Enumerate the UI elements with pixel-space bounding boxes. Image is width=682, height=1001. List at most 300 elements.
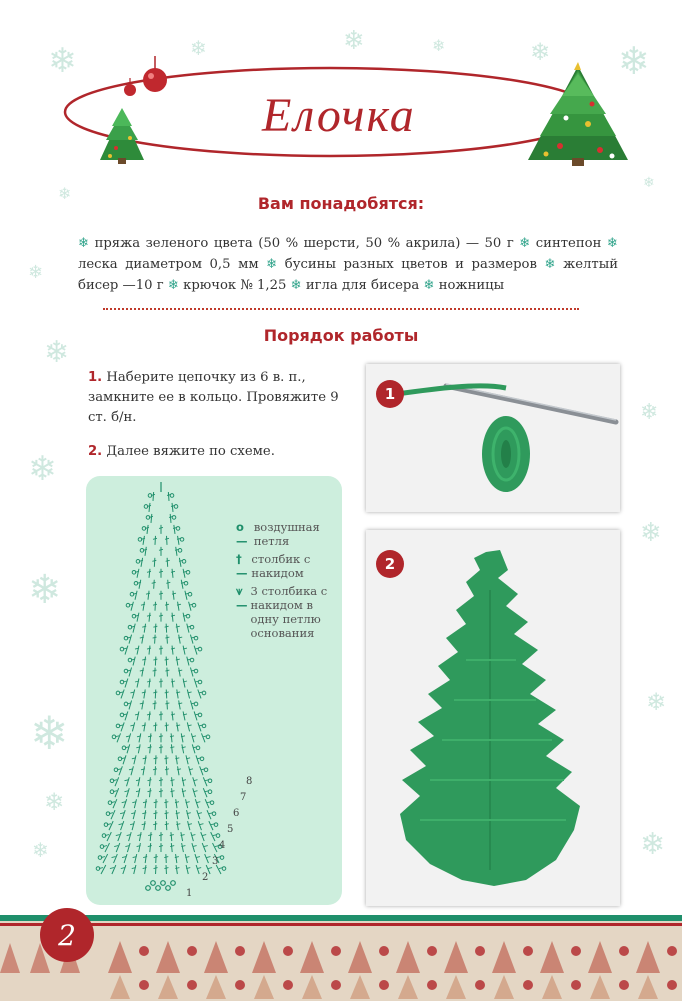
stitch-mark: [202, 724, 206, 728]
stitch-mark: [142, 700, 144, 709]
stitch-mark: [205, 799, 209, 808]
ornament-ball-icon: [379, 946, 389, 956]
stitch-mark: [137, 613, 139, 622]
tree-motif-icon: [446, 975, 466, 999]
stitch-mark: [198, 647, 202, 651]
step-text: Наберите цепочку из 6 в. п., замкните ее в кольцо. Провяжите 9 ст. б/н.: [88, 370, 339, 425]
stitch-mark: [176, 810, 177, 819]
stitch-mark: [137, 569, 139, 578]
stitch-mark: [207, 810, 211, 819]
stitch-mark: [142, 824, 146, 825]
stitch-mark: [148, 736, 152, 737]
row-number: 4: [219, 840, 226, 851]
stitch-mark: [186, 755, 188, 764]
tree-motif-icon: [254, 975, 274, 999]
stitch-mark: [172, 646, 173, 655]
row-number: 3: [212, 856, 219, 867]
snowflake-icon: ❄: [30, 706, 69, 760]
row-number: 6: [233, 808, 240, 819]
stitch-mark: [149, 646, 150, 655]
work-heading: Порядок работы: [263, 326, 419, 345]
page-title: Елочка: [262, 89, 416, 142]
stitch-mark: [142, 659, 146, 660]
stitch-mark: [159, 615, 163, 616]
stitch-mark: [167, 700, 168, 709]
stitch-mark: [148, 846, 152, 847]
tree-motif-icon: [108, 941, 132, 973]
snowflake-icon: ❄: [167, 278, 179, 293]
stitch-mark: [132, 722, 134, 731]
stitch-mark: [153, 813, 157, 814]
stitch-mark: [175, 857, 179, 858]
ornament-ball-icon: [187, 980, 197, 990]
snowflake-icon: ❄: [190, 36, 207, 60]
stitch-mark: [168, 492, 169, 501]
stitch-mark: [129, 832, 132, 841]
stitch-mark: [208, 868, 212, 869]
stitch-mark: [122, 810, 125, 819]
stitch-mark: [150, 843, 151, 852]
tree-motif-icon: [396, 941, 420, 973]
stitch-mark: [142, 813, 146, 814]
stitch-mark: [190, 668, 193, 677]
stitch-mark: [165, 725, 169, 726]
stitch-mark: [110, 868, 114, 869]
stitch-mark: [154, 580, 155, 589]
snowflake-icon: ❄: [28, 449, 57, 489]
stitch-mark: [153, 824, 157, 825]
stitch-mark: [198, 722, 201, 731]
stitch-mark: [195, 799, 198, 808]
tree-motif-icon: [636, 941, 660, 973]
stitch-mark: [128, 733, 131, 742]
stitch-mark: [174, 525, 175, 534]
tree-motif-icon: [542, 975, 562, 999]
stitch-mark: [127, 788, 130, 797]
stitch-mark: [118, 832, 121, 841]
stitch-mark: [165, 604, 169, 605]
stitch-mark: [143, 602, 144, 611]
snowflake-icon: ❄: [28, 567, 62, 613]
stitch-mark: [148, 780, 152, 781]
snowflake-icon: ❄: [643, 175, 655, 191]
snowflake-icon: ❄: [44, 788, 65, 816]
snowflake-icon: ❄: [640, 827, 666, 862]
stitch-mark: [171, 780, 175, 781]
stitch-mark: [134, 799, 136, 808]
stitch-mark: [131, 602, 133, 611]
stitch-mark: [165, 659, 169, 660]
stitch-mark: [147, 571, 151, 572]
stitch-mark: [137, 646, 139, 655]
row-number: 7: [240, 792, 247, 803]
stitch-mark: [177, 722, 178, 731]
stitch-mark: [133, 657, 135, 666]
stitch-mark: [144, 722, 145, 731]
stitch-mark: [105, 843, 109, 852]
snowflake-icon: ❄: [646, 688, 667, 716]
stitch-mark: [171, 681, 175, 682]
stitch-mark: [148, 591, 149, 600]
stitch-mark: [192, 744, 195, 753]
stitch-mark: [134, 865, 136, 874]
stitch-mark: [145, 865, 146, 874]
stitch-mark: [211, 832, 215, 841]
stitch-mark: [179, 558, 181, 567]
tree-motif-icon: [156, 941, 180, 973]
stitch-mark: [159, 791, 163, 792]
ornament-ball-icon: [187, 946, 197, 956]
stitch-mark: [127, 843, 130, 852]
stitch-mark: [168, 580, 169, 589]
stitch-mark: [159, 648, 163, 649]
ornament-ball-icon: [427, 946, 437, 956]
stitch-mark: [171, 648, 175, 649]
stitch-mark: [178, 536, 179, 545]
stitch-mark: [153, 692, 157, 693]
stitch-mark: [189, 602, 191, 611]
stitch-mark: [205, 854, 209, 863]
stitch-mark: [142, 692, 146, 693]
stitch-mark: [170, 736, 174, 737]
stitch-mark: [115, 788, 119, 797]
stitch-mark: [184, 581, 188, 585]
stitch-mark: [114, 846, 118, 847]
stitch-mark: [208, 779, 212, 783]
stitch-mark: [154, 558, 155, 567]
stitch-mark: [191, 733, 194, 742]
step-2: [88, 442, 348, 462]
material-item: бусины разных цветов и размеров: [284, 257, 537, 272]
ornament-ball-icon: [523, 980, 533, 990]
stitch-mark: [176, 854, 177, 863]
stitch-mark: [114, 854, 118, 863]
stitch-mark: [172, 613, 173, 622]
material-item: крючок № 1,25: [183, 278, 287, 293]
stitch-mark: [144, 624, 145, 633]
stitch-mark: [127, 744, 130, 753]
stitch-mark: [198, 713, 202, 717]
stitch-mark: [210, 801, 214, 805]
stitch-mark: [115, 777, 119, 786]
stitch-mark: [152, 582, 156, 583]
stitch-mark: [139, 843, 141, 852]
stitch-mark: [150, 832, 151, 841]
stitch-mark: [193, 788, 196, 797]
section-divider: [103, 308, 579, 310]
stitch-mark: [172, 516, 176, 520]
stitch-mark: [159, 747, 163, 748]
stitch-mark: [125, 646, 128, 655]
stitch-mark: [178, 602, 179, 611]
stitch-mark: [171, 843, 172, 852]
snowflake-icon: ❄: [343, 26, 365, 56]
stitch-mark: [125, 711, 128, 720]
stitch-mark: [198, 821, 201, 830]
stitch-mark: [212, 812, 216, 816]
stitch-mark: [159, 527, 163, 528]
row-number: 8: [246, 776, 253, 787]
stitch-mark: [153, 538, 157, 539]
stitch-mark: [166, 560, 170, 561]
tree-motif-icon: [206, 975, 226, 999]
stitch-mark: [150, 788, 151, 797]
stitch-mark: [192, 843, 195, 852]
stitch-mark: [147, 714, 151, 715]
stitch-mark: [101, 865, 106, 874]
stitch-mark: [145, 547, 146, 556]
stitch-mark: [165, 626, 169, 627]
stitch-mark: [177, 689, 178, 698]
tree-motif-icon: [300, 941, 324, 973]
stitch-mark: [172, 569, 173, 578]
photo-step-1: [366, 364, 620, 512]
stitch-mark: [124, 854, 127, 863]
stitch-mark: [148, 835, 152, 836]
photo-step-2: [366, 530, 620, 906]
stitch-mark: [187, 657, 189, 666]
stitch-mark: [187, 810, 189, 819]
stitch-mark: [166, 582, 170, 583]
stitch-mark: [187, 689, 189, 698]
legend-label: 3 столбика с накидом в одну петлю основания: [250, 584, 328, 640]
stitch-mark: [170, 835, 174, 836]
stitch-mark: [204, 768, 208, 772]
stitch-mark: [182, 777, 184, 786]
snowflake-icon: ❄: [640, 400, 659, 425]
stitch-mark: [121, 821, 124, 830]
stitch-mark: [129, 635, 132, 644]
ornament-ball-icon: [571, 946, 581, 956]
stitch-mark: [194, 669, 198, 673]
stitch-mark: [203, 777, 207, 786]
stitch-mark: [148, 747, 152, 748]
ornament-ball-icon: [235, 980, 245, 990]
stitch-mark: [112, 865, 116, 874]
stitch-mark: [107, 832, 111, 841]
tree-motif-icon: [540, 941, 564, 973]
snowflake-icon: ❄: [48, 41, 77, 81]
ornament-ball-icon: [379, 980, 389, 990]
stitch-mark: [145, 799, 146, 808]
stitch-mark: [170, 846, 174, 847]
stitch-mark: [144, 810, 145, 819]
legend-item: [236, 520, 334, 548]
step-1: [88, 368, 348, 428]
crochet-hook-photo: [366, 364, 620, 512]
step-number: 2.: [88, 444, 103, 459]
stitch-mark: [165, 769, 169, 770]
ornament-ball-icon: [331, 946, 341, 956]
stitch-mark: [164, 868, 168, 869]
stitch-mark: [154, 857, 158, 858]
stitch-mark: [190, 658, 194, 662]
stitch-mark: [194, 780, 198, 781]
ornament-ball-icon: [283, 980, 293, 990]
christmas-tree-icon: [528, 62, 628, 166]
stitch-mark: [146, 593, 150, 594]
stitch-mark: [146, 886, 151, 891]
stitch-mark: [196, 865, 199, 874]
stitch-mark: [172, 788, 173, 797]
snowflake-icon: ❄: [290, 278, 302, 293]
stitch-mark: [176, 799, 177, 808]
stitch-mark: [200, 766, 203, 775]
row-number: 5: [227, 824, 234, 835]
stitch-mark: [167, 668, 168, 677]
stitch-mark: [181, 733, 183, 742]
stitch-mark: [170, 514, 171, 523]
ornament-ball-icon: [619, 946, 629, 956]
stitch-mark: [220, 856, 224, 860]
stitch-mark: [187, 624, 189, 633]
stitch-mark: [133, 810, 135, 819]
snowflake-icon: ❄: [606, 236, 618, 251]
stitch-mark: [194, 646, 197, 655]
stitch-mark: [103, 854, 108, 863]
stitch-mark: [125, 679, 128, 688]
stitch-mark: [135, 591, 137, 600]
stitch-mark: [159, 593, 163, 594]
legend-label: столбик с накидом: [251, 552, 311, 580]
tree-motif-icon: [588, 941, 612, 973]
stitch-mark: [153, 725, 157, 726]
stitch-mark: [109, 821, 113, 830]
stitch-mark: [153, 769, 157, 770]
stitch-mark: [187, 722, 189, 731]
stitch-mark: [164, 758, 168, 759]
material-item: игла для бисера: [305, 278, 420, 293]
materials-heading: Вам понадобятся:: [257, 194, 425, 213]
material-item: синтепон: [535, 236, 602, 251]
stitch-mark: [159, 835, 163, 836]
stitch-mark: [142, 668, 144, 677]
stitch-mark: [124, 799, 127, 808]
stitch-mark: [171, 832, 172, 841]
stitch-mark: [206, 735, 210, 739]
chain-stitch-icon: o—: [236, 520, 248, 548]
ornament-ball-icon: [523, 946, 533, 956]
stitch-mark: [198, 680, 202, 684]
stitch-mark: [183, 613, 185, 622]
stitch-mark: [179, 668, 181, 677]
stitch-mark: [201, 733, 205, 742]
tree-motif-icon: [398, 975, 418, 999]
tree-motif-icon: [0, 943, 20, 973]
stitch-mark: [193, 777, 196, 786]
stitch-mark: [208, 790, 212, 794]
stitch-mark: [159, 846, 163, 847]
stitch-mark: [172, 503, 173, 512]
snowflake-icon: ❄: [32, 838, 49, 862]
stitch-mark: [170, 747, 174, 748]
stitch-mark: [155, 668, 156, 677]
material-item: пряжа зеленого цвета (50 % шерсти, 50 % акрила) — 50 г: [94, 236, 514, 251]
stitch-mark: [176, 657, 177, 666]
stitch-mark: [181, 580, 183, 589]
stitch-mark: [149, 613, 150, 622]
stitch-mark: [159, 571, 163, 572]
stitch-mark: [165, 538, 169, 539]
stitch-mark: [198, 689, 201, 698]
stitch-mark: [165, 824, 169, 825]
stitch-mark: [178, 549, 182, 553]
step-text: Далее вяжите по схеме.: [106, 444, 275, 459]
stitch-mark: [171, 881, 176, 886]
snowflake-icon: ❄: [44, 335, 70, 370]
double-crochet-icon: †—: [236, 552, 248, 580]
stitch-mark: [191, 832, 194, 841]
stitch-mark: [138, 788, 140, 797]
snowflake-icon: ❄: [58, 184, 72, 203]
stitch-mark: [153, 604, 157, 605]
tree-motif-icon: [302, 975, 322, 999]
stitch-mark: [182, 744, 184, 753]
stitch-mark: [183, 646, 185, 655]
stitch-mark: [153, 703, 157, 704]
stitch-mark: [171, 744, 172, 753]
stitch-mark: [133, 624, 135, 633]
stitch-mark: [203, 788, 207, 797]
stitch-mark: [202, 843, 206, 852]
stitch-mark: [194, 702, 198, 706]
page-number: 2: [58, 918, 76, 952]
stitch-mark: [152, 560, 156, 561]
stitch-mark: [149, 679, 150, 688]
tree-motif-icon: [252, 941, 276, 973]
stitch-mark: [144, 657, 145, 666]
stitch-mark: [143, 536, 144, 545]
stitch-mark: [176, 547, 177, 556]
stitch-mark: [143, 857, 147, 858]
stitch-mark: [194, 711, 197, 720]
stitch-mark: [171, 791, 175, 792]
stitch-mark: [222, 867, 226, 871]
snowflake-icon: ❄: [28, 262, 44, 283]
stitch-mark: [186, 799, 188, 808]
stitch-mark: [153, 637, 157, 638]
stitch-mark: [144, 821, 145, 830]
material-item: ножницы: [438, 278, 505, 293]
stitch-mark: [139, 832, 141, 841]
stitch-mark: [147, 648, 151, 649]
stitch-mark: [150, 744, 151, 753]
stitch-mark: [196, 746, 200, 750]
stitch-mark: [186, 570, 190, 574]
stitch-mark: [171, 615, 175, 616]
stitch-mark: [135, 854, 137, 863]
stitch-mark: [161, 881, 166, 886]
ornament-ball-icon: [475, 946, 485, 956]
stitch-mark: [180, 538, 184, 542]
stitch-mark: [165, 703, 169, 704]
stitch-mark: [143, 766, 144, 775]
snowflake-icon: ❄: [519, 236, 531, 251]
stitch-mark: [192, 603, 196, 607]
stitch-mark: [190, 625, 194, 629]
stitch-mark: [197, 810, 200, 819]
stitch-mark: [199, 824, 203, 825]
stitch-mark: [201, 832, 204, 841]
stitch-mark: [113, 799, 117, 808]
stitch-mark: [188, 821, 190, 830]
ornament-ball-icon: [619, 980, 629, 990]
stitch-mark: [143, 758, 147, 759]
stitch-mark: [165, 637, 169, 638]
tree-motif-icon: [348, 941, 372, 973]
stitch-mark: [149, 711, 150, 720]
stitch-mark: [177, 821, 178, 830]
